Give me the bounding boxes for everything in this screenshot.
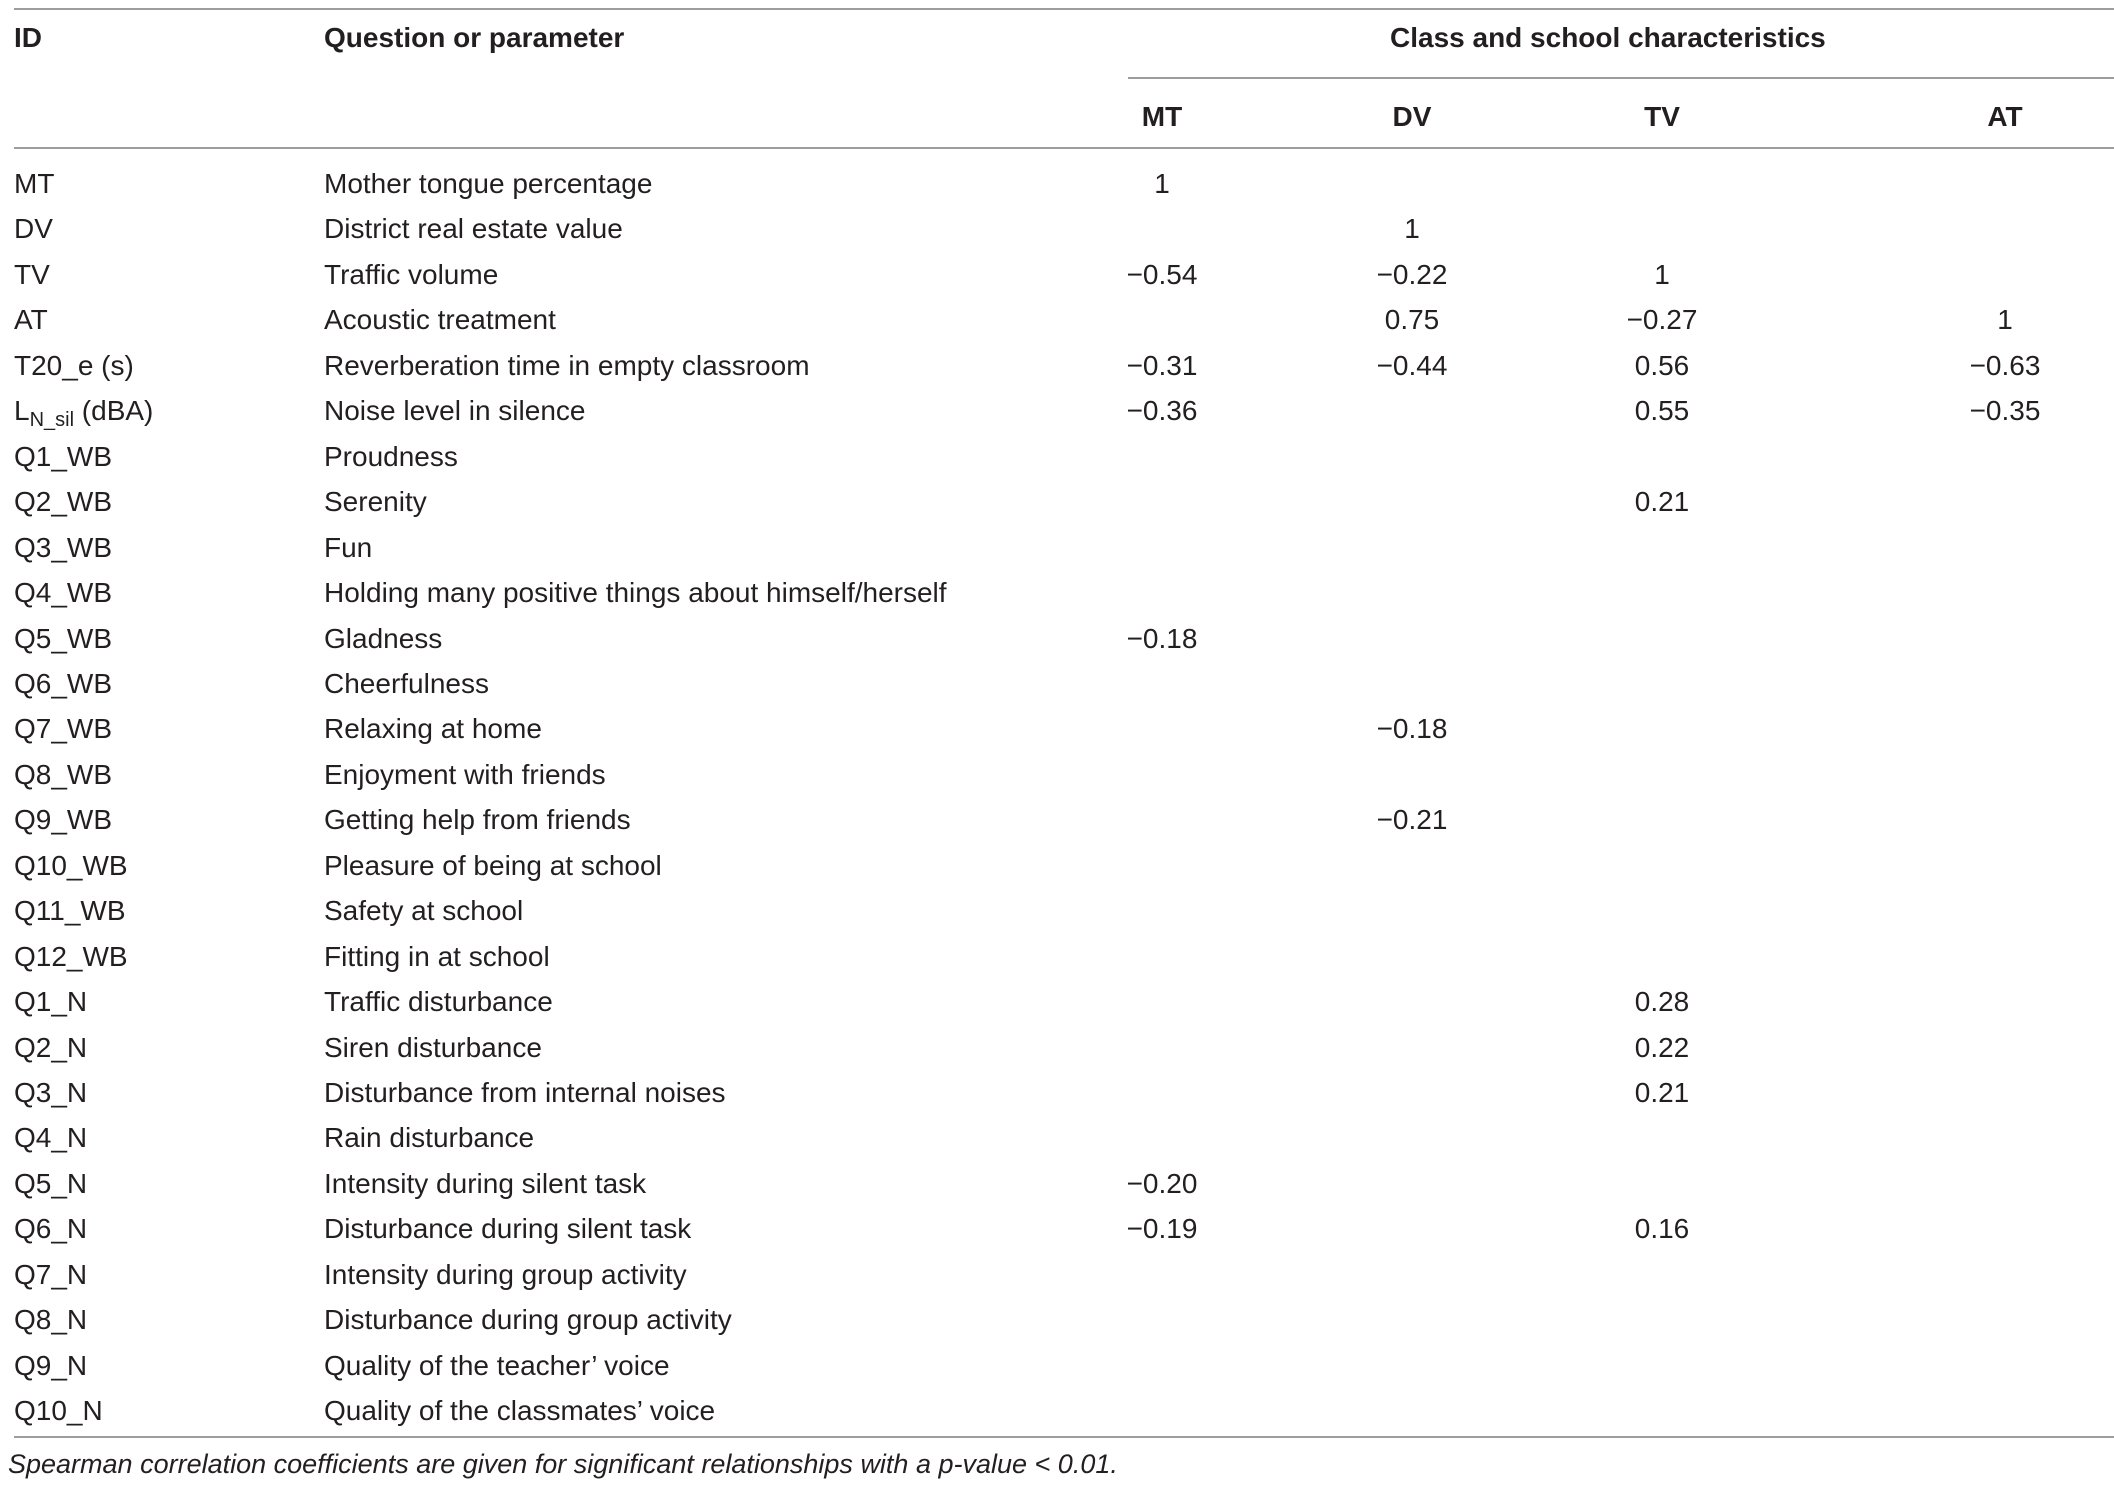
row-id: Q10_WB [14, 850, 128, 881]
row-id: TV [14, 259, 50, 290]
cell-mt: −0.18 [1126, 623, 1198, 654]
row-label: Disturbance during group activity [324, 1304, 732, 1335]
column-header-tv: TV [1644, 101, 1680, 132]
row-id-subscript: N_sil [29, 409, 75, 431]
row-label: Disturbance during silent task [324, 1213, 692, 1244]
row-id: Q2_N [14, 1032, 88, 1063]
row-id: Q6_WB [14, 668, 113, 699]
row-label: Getting help from friends [324, 804, 631, 835]
table-top-rule [14, 8, 2114, 10]
row-id: Q8_WB [14, 759, 113, 790]
row-label: Disturbance from internal noises [324, 1077, 726, 1108]
row-label: Fitting in at school [324, 941, 550, 972]
cell-tv: −0.27 [1626, 304, 1698, 335]
cell-tv: 0.21 [1634, 486, 1690, 517]
cell-mt: −0.31 [1126, 350, 1198, 381]
row-id: Q4_N [14, 1122, 88, 1153]
row-label: Siren disturbance [324, 1032, 542, 1063]
cell-dv: 1 [1404, 213, 1420, 244]
row-id-main: L [14, 395, 30, 426]
row-id: Q2_WB [14, 486, 113, 517]
cell-at: −0.35 [1969, 395, 2041, 426]
row-label: Safety at school [324, 895, 524, 926]
row-id: Q10_N [14, 1395, 103, 1426]
header-bottom-rule [14, 147, 2114, 149]
cell-mt: −0.20 [1126, 1168, 1198, 1199]
row-label: Intensity during silent task [324, 1168, 647, 1199]
row-label: Quality of the classmates’ voice [324, 1395, 716, 1426]
cell-tv: 0.55 [1634, 395, 1690, 426]
row-label: Fun [324, 532, 373, 563]
row-id: Q9_N [14, 1350, 88, 1381]
row-id: MT [14, 168, 55, 199]
row-id: Q1_WB [14, 441, 113, 472]
row-label: Rain disturbance [324, 1122, 535, 1153]
cell-tv: 0.28 [1634, 986, 1690, 1017]
row-label: Intensity during group activity [324, 1259, 687, 1290]
row-id: Q7_N [14, 1259, 88, 1290]
row-id: T20_e (s) [14, 350, 134, 381]
row-id: Q9_WB [14, 804, 113, 835]
row-label: Relaxing at home [324, 713, 542, 744]
row-id: Q7_WB [14, 713, 113, 744]
row-label: District real estate value [324, 213, 623, 244]
row-label: Proudness [324, 441, 458, 472]
cell-at: 1 [1997, 304, 2013, 335]
row-id: Q12_WB [14, 941, 128, 972]
table-footnote: Spearman correlation coefficients are given for significant relationships with a p-value < 0.01. [8, 1449, 1118, 1479]
row-id: Q6_N [14, 1213, 88, 1244]
cell-dv: −0.44 [1376, 350, 1448, 381]
row-label: Noise level in silence [324, 395, 586, 426]
cell-mt: 1 [1154, 168, 1170, 199]
cell-tv: 0.16 [1634, 1213, 1690, 1244]
cell-tv: 1 [1654, 259, 1670, 290]
cell-mt: −0.19 [1126, 1213, 1198, 1244]
row-id: Q4_WB [14, 577, 113, 608]
row-label: Enjoyment with friends [324, 759, 606, 790]
cell-tv: 0.22 [1634, 1032, 1690, 1063]
column-header-at: AT [1987, 101, 2023, 132]
row-id: Q3_N [14, 1077, 88, 1108]
row-label: Quality of the teacher’ voice [324, 1350, 670, 1381]
column-header-dv: DV [1392, 101, 1432, 132]
cell-dv: 0.75 [1384, 304, 1440, 335]
cell-dv: −0.21 [1376, 804, 1448, 835]
group-column-header: Class and school characteristics [1390, 22, 1826, 53]
row-label: Serenity [324, 486, 427, 517]
row-id: Q5_WB [14, 623, 113, 654]
row-label: Holding many positive things about himself/herself [324, 577, 947, 608]
cell-at: −0.63 [1969, 350, 2041, 381]
cell-tv: 0.56 [1634, 350, 1690, 381]
group-header-rule [1128, 77, 2114, 79]
row-id [14, 395, 154, 431]
row-label: Acoustic treatment [324, 304, 556, 335]
row-id: Q3_WB [14, 532, 113, 563]
cell-dv: −0.18 [1376, 713, 1448, 744]
row-id: Q8_N [14, 1304, 88, 1335]
cell-mt: −0.36 [1126, 395, 1198, 426]
row-id-unit: (dBA) [74, 395, 154, 426]
row-id: Q5_N [14, 1168, 88, 1199]
row-id: Q1_N [14, 986, 88, 1017]
row-id: DV [14, 213, 53, 244]
question-column-header: Question or parameter [324, 22, 625, 53]
row-label: Pleasure of being at school [324, 850, 662, 881]
id-column-header: ID [14, 22, 42, 53]
cell-mt: −0.54 [1126, 259, 1198, 290]
table-bottom-rule [14, 1436, 2114, 1438]
cell-dv: −0.22 [1376, 259, 1448, 290]
column-header-mt: MT [1141, 101, 1183, 132]
row-label: Traffic volume [324, 259, 499, 290]
row-id: Q11_WB [14, 895, 126, 926]
row-label: Traffic disturbance [324, 986, 553, 1017]
row-label: Cheerfulness [324, 668, 489, 699]
row-id: AT [14, 304, 48, 335]
row-label: Reverberation time in empty classroom [324, 350, 810, 381]
row-label: Gladness [324, 623, 443, 654]
cell-tv: 0.21 [1634, 1077, 1690, 1108]
row-label: Mother tongue percentage [324, 168, 653, 199]
